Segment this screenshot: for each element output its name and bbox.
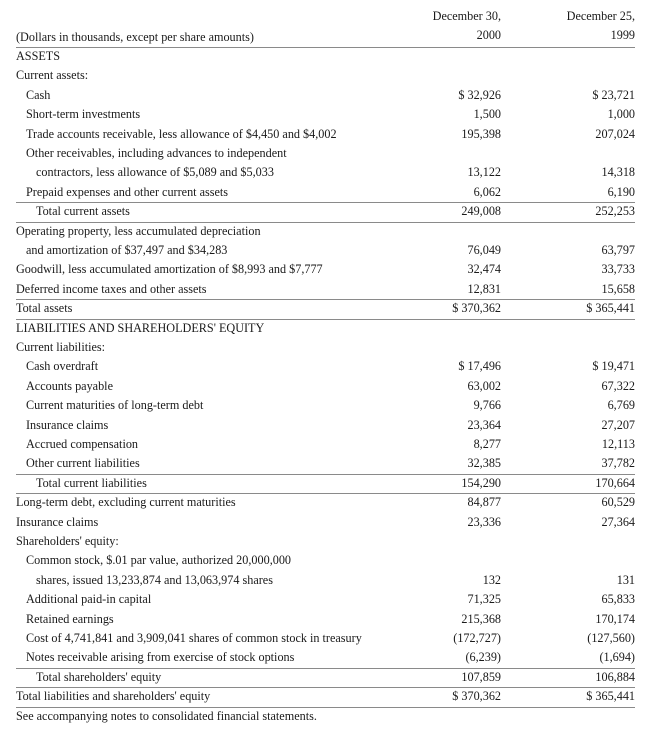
table-row <box>0 338 650 357</box>
value-2000: 1,500 <box>473 107 501 122</box>
table-row <box>0 435 650 454</box>
value-1999: 12,113 <box>601 436 635 451</box>
table-row <box>0 47 650 66</box>
row-label: Deferred income taxes and other assets <box>16 281 207 296</box>
table-row <box>0 687 650 706</box>
row-label: Goodwill, less accumulated amortization of $8,993 and $7,777 <box>16 262 323 277</box>
value-1999: (1,694) <box>599 650 635 665</box>
value-2000: 195,398 <box>461 126 501 141</box>
table-row <box>0 357 650 376</box>
value-2000: 71,325 <box>467 592 501 607</box>
table-row <box>0 222 650 241</box>
table-row <box>0 241 650 260</box>
table-row <box>0 648 650 667</box>
table-row <box>0 610 650 629</box>
row-label: Other receivables, including advances to independent <box>26 145 287 160</box>
value-1999: 60,529 <box>601 495 635 510</box>
row-divider <box>16 493 635 494</box>
row-divider <box>16 222 635 223</box>
value-2000: 215,368 <box>461 611 501 626</box>
value-1999: 15,658 <box>601 281 635 296</box>
table-row <box>0 513 650 532</box>
row-label: Insurance claims <box>26 417 109 432</box>
row-label: Current assets: <box>16 68 89 83</box>
row-label: Current liabilities: <box>16 339 106 354</box>
value-2000: 249,008 <box>461 204 501 219</box>
value-2000: 13,122 <box>467 165 501 180</box>
value-2000: 6,062 <box>473 184 501 199</box>
table-row <box>0 202 650 221</box>
table-row <box>0 163 650 182</box>
value-1999: 207,024 <box>595 126 635 141</box>
row-label: Cash <box>26 87 51 102</box>
value-2000: $ 17,496 <box>458 359 501 374</box>
table-row <box>0 86 650 105</box>
column-header-2000-line1: December 30, <box>432 9 501 23</box>
value-2000: 63,002 <box>467 378 501 393</box>
row-label: shares, issued 13,233,874 and 13,063,974 shares <box>36 572 273 587</box>
row-label: Common stock, $.01 par value, authorized 20,000,000 <box>26 553 292 568</box>
row-label: See accompanying notes to consolidated financial statements. <box>16 708 317 723</box>
row-divider <box>16 47 635 48</box>
value-1999: 106,884 <box>595 669 635 684</box>
row-divider <box>16 707 635 708</box>
table-row <box>0 125 650 144</box>
value-2000: 8,277 <box>473 436 501 451</box>
value-2000: 12,831 <box>467 281 501 296</box>
value-1999: 252,253 <box>595 204 635 219</box>
row-label: contractors, less allowance of $5,089 and $5,033 <box>36 165 274 180</box>
value-2000: (6,239) <box>465 650 501 665</box>
row-label: Retained earnings <box>26 611 114 626</box>
table-row <box>0 707 650 726</box>
value-2000: $ 32,926 <box>458 87 501 102</box>
table-row <box>0 183 650 202</box>
row-label: Trade accounts receivable, less allowance of $4,450 and $4,002 <box>26 126 337 141</box>
value-1999: 14,318 <box>601 165 635 180</box>
value-1999: (127,560) <box>587 630 635 645</box>
column-header-2000-line2: 2000 <box>476 28 501 42</box>
value-1999: 27,364 <box>601 514 635 529</box>
value-2000: 23,364 <box>467 417 501 432</box>
value-2000: $ 370,362 <box>452 689 501 704</box>
row-label: Other current liabilities <box>26 456 140 471</box>
row-label: (Dollars in thousands, except per share amounts) <box>16 29 254 44</box>
value-1999: $ 365,441 <box>586 689 635 704</box>
row-divider <box>16 668 635 669</box>
row-label: Total assets <box>16 301 73 316</box>
table-row <box>0 66 650 85</box>
value-1999: 131 <box>616 572 635 587</box>
table-row <box>0 416 650 435</box>
table-row <box>0 319 650 338</box>
table-row <box>0 280 650 299</box>
row-label: Long-term debt, excluding current maturities <box>16 495 236 510</box>
value-1999: 1,000 <box>607 107 635 122</box>
table-row <box>0 551 650 570</box>
row-label: Operating property, less accumulated depreciation <box>16 223 261 238</box>
row-divider <box>16 202 635 203</box>
value-1999: 27,207 <box>601 417 635 432</box>
table-row <box>0 571 650 590</box>
value-1999: 6,190 <box>607 184 635 199</box>
value-1999: 67,322 <box>601 378 635 393</box>
table-row <box>0 105 650 124</box>
table-row <box>0 474 650 493</box>
table-row <box>0 590 650 609</box>
value-1999: 170,174 <box>595 611 635 626</box>
table-row <box>0 493 650 512</box>
value-2000: 154,290 <box>461 475 501 490</box>
value-2000: (172,727) <box>453 630 501 645</box>
value-2000: 84,877 <box>467 495 501 510</box>
value-1999: 65,833 <box>601 592 635 607</box>
table-row <box>0 260 650 279</box>
row-divider <box>16 299 635 300</box>
row-label: LIABILITIES AND SHAREHOLDERS' EQUITY <box>16 320 265 335</box>
row-label: Notes receivable arising from exercise of stock options <box>26 650 295 665</box>
value-1999: $ 19,471 <box>592 359 635 374</box>
value-1999: 6,769 <box>607 398 635 413</box>
table-row <box>0 28 650 47</box>
row-label: and amortization of $37,497 and $34,283 <box>26 242 228 257</box>
row-label: Accounts payable <box>26 378 113 393</box>
table-row <box>0 629 650 648</box>
value-2000: 32,474 <box>467 262 501 277</box>
row-label: Total liabilities and shareholders' equity <box>16 689 211 704</box>
row-label: Cost of 4,741,841 and 3,909,041 shares of common stock in treasury <box>26 630 362 645</box>
value-1999: 63,797 <box>601 242 635 257</box>
row-label: Short-term investments <box>26 107 141 122</box>
value-1999: $ 365,441 <box>586 301 635 316</box>
value-2000: 132 <box>482 572 501 587</box>
column-header-1999-line1: December 25, <box>566 9 635 23</box>
row-label: Total shareholders' equity <box>36 669 162 684</box>
row-divider <box>16 319 635 320</box>
value-2000: $ 370,362 <box>452 301 501 316</box>
row-divider <box>16 687 635 688</box>
row-label: Prepaid expenses and other current assets <box>26 184 229 199</box>
table-row <box>0 396 650 415</box>
row-label: Insurance claims <box>16 514 99 529</box>
table-row <box>0 668 650 687</box>
row-label: Total current liabilities <box>36 475 147 490</box>
value-2000: 32,385 <box>467 456 501 471</box>
value-1999: 37,782 <box>601 456 635 471</box>
row-divider <box>16 474 635 475</box>
column-header-1999-line2: 1999 <box>610 28 635 42</box>
row-label: Additional paid-in capital <box>26 592 152 607</box>
value-1999: 170,664 <box>595 475 635 490</box>
table-row <box>0 454 650 473</box>
value-2000: 107,859 <box>461 669 501 684</box>
value-1999: 33,733 <box>601 262 635 277</box>
table-row <box>0 377 650 396</box>
row-label: ASSETS <box>16 48 61 63</box>
row-label: Shareholders' equity: <box>16 533 119 548</box>
table-row <box>0 532 650 551</box>
value-2000: 76,049 <box>467 242 501 257</box>
row-label: Current maturities of long-term debt <box>26 398 204 413</box>
table-row <box>0 299 650 318</box>
value-2000: 9,766 <box>473 398 501 413</box>
value-1999: $ 23,721 <box>592 87 635 102</box>
row-label: Cash overdraft <box>26 359 99 374</box>
table-row <box>0 144 650 163</box>
row-label: Total current assets <box>36 204 130 219</box>
row-label: Accrued compensation <box>26 436 139 451</box>
value-2000: 23,336 <box>467 514 501 529</box>
